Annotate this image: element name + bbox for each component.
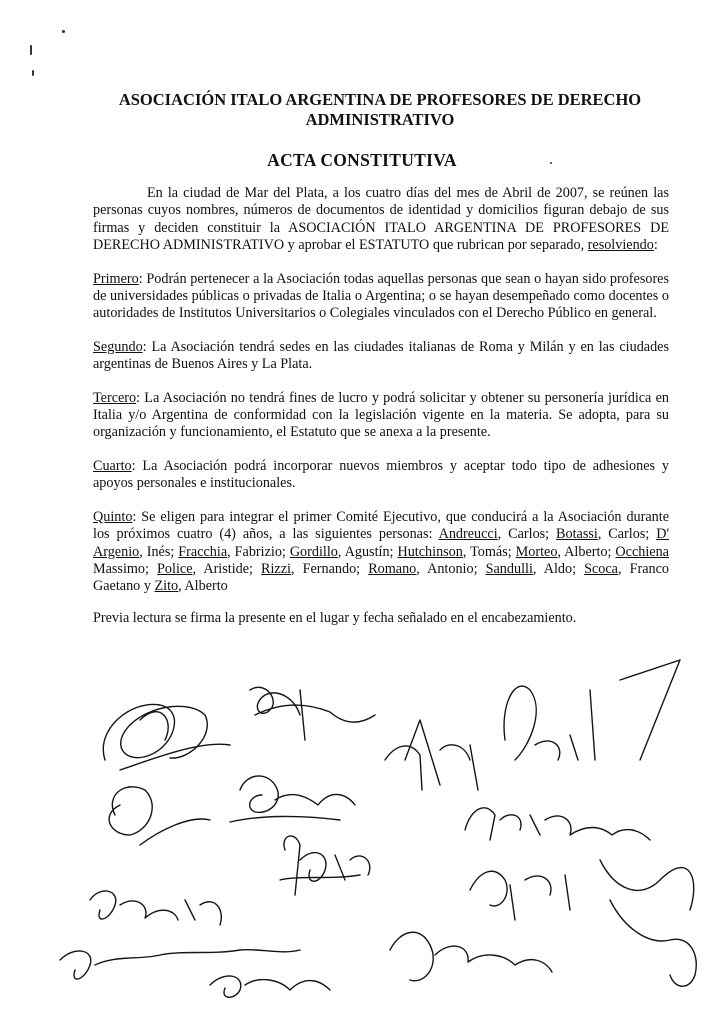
scan-speck xyxy=(550,162,552,164)
member-surname: D' Argenio xyxy=(93,526,670,560)
article-text: : Podrán pertenecer a la Asociación todas aquellas personas que sean o hayan sido profesores de universidades públicas o privadas de Italia o Argentina; o se hayan desempeñado como docentes o autoridades de Institutos Universitarios o Colegiales vinculados con el Derecho Público en general. xyxy=(93,270,669,322)
signature-3 xyxy=(109,787,210,845)
member-surname: Scoca xyxy=(584,560,618,577)
signature-8 xyxy=(280,836,370,895)
member-surname: Morteo xyxy=(515,543,558,560)
member-given-name: , Fabrizio; xyxy=(227,543,290,560)
member-given-name: , Aldo; xyxy=(532,560,585,577)
association-header xyxy=(90,90,670,130)
intro-text: En la ciudad de Mar del Plata, a los cuatro días del mes de Abril de 2007, se reúnen las personas cuyos nombres, números de documentos de identidad y domicilios figuran debajo de sus firmas y deciden constituir la ASOCIACIÓN ITALO ARGENTINA DE PROFESORES DE DERECHO ADMINISTRATIVO y aprobar el ESTATUTO que rubrican por separado, xyxy=(93,185,669,254)
article-text: : Se eligen para integrar el primer Comité Ejecutivo, que conducirá a la Asociación durante los próximos cuatro (4) años, a las siguientes personas: xyxy=(93,508,669,543)
member-given-name: , Fernando; xyxy=(290,560,369,577)
article-quinto xyxy=(93,509,669,596)
article-segundo xyxy=(93,339,669,374)
signature-11 xyxy=(60,950,330,998)
signature-4 xyxy=(230,776,355,822)
signature-7 xyxy=(465,808,650,840)
signature-1 xyxy=(103,704,230,770)
member-given-name: Massimo; xyxy=(93,560,158,577)
scan-speck xyxy=(62,30,65,33)
header-line-1: ASOCIACIÓN ITALO ARGENTINA DE PROFESORES DE DERECHO xyxy=(118,90,642,109)
intro-paragraph xyxy=(93,185,669,255)
signature-12 xyxy=(390,932,552,981)
article-cuarto xyxy=(93,458,669,493)
member-surname: Andreucci xyxy=(438,526,498,543)
signature-13 xyxy=(610,900,696,986)
article-text: : La Asociación podrá incorporar nuevos miembros y aceptar todo tipo de adhesiones y apoyos personales e institucionales. xyxy=(93,457,669,492)
member-surname: Romano xyxy=(368,560,417,577)
member-given-name: , Alberto; xyxy=(557,543,616,560)
member-given-name: , Agustín; xyxy=(337,543,398,560)
member-surname: Rizzi xyxy=(261,560,291,577)
scan-speck xyxy=(30,45,32,55)
member-surname: Botassi xyxy=(556,526,598,543)
member-surname: Police xyxy=(157,560,193,577)
signature-9 xyxy=(90,891,221,925)
member-surname: Sandulli xyxy=(485,560,533,577)
document-title: ACTA CONSTITUTIVA xyxy=(267,150,457,170)
member-surname: Gordillo xyxy=(289,543,338,560)
article-label: Tercero xyxy=(93,389,137,406)
member-given-name: , Franco Gaetano y xyxy=(93,560,669,595)
member-given-name: , Carlos; xyxy=(597,526,657,543)
member-surname: Zito xyxy=(154,578,179,595)
header-line-2: ADMINISTRATIVO xyxy=(305,110,455,129)
member-surname: Hutchinson xyxy=(397,543,463,560)
scan-speck xyxy=(32,70,34,76)
article-label: Cuarto xyxy=(93,457,132,474)
document-body xyxy=(93,185,669,643)
intro-end: : xyxy=(653,237,658,254)
article-primero xyxy=(93,271,669,323)
signature-6 xyxy=(504,660,680,760)
article-text: : La Asociación no tendrá fines de lucro y podrá solicitar y obtener su personería jurídica en Italia y/o Argentina de conformidad con la legislación vigente en la materia. Se adopta, para su organización y funcionamiento, el Estatuto que se anexa a la presente. xyxy=(93,389,669,441)
member-given-name: , Antonio; xyxy=(416,560,486,577)
member-given-name: , Aristide; xyxy=(192,560,262,577)
article-label: Quinto xyxy=(93,508,133,525)
signature-5 xyxy=(385,720,478,790)
member-surname: Fracchia xyxy=(178,543,228,560)
article-label: Primero xyxy=(93,270,139,287)
signature-10 xyxy=(470,860,694,920)
member-given-name: , Carlos; xyxy=(497,526,557,543)
article-text: : La Asociación tendrá sedes en las ciudades italianas de Roma y Milán y en las ciudades argentinas de Buenos Aires y La Plata. xyxy=(93,338,669,373)
member-given-name: , Alberto xyxy=(178,578,228,595)
member-given-name: , Inés; xyxy=(139,543,179,560)
article-tercero xyxy=(93,390,669,442)
member-surname: Occhiena xyxy=(615,543,669,560)
article-label: Segundo xyxy=(93,338,143,355)
intro-keyword: resolviendo xyxy=(587,237,654,254)
member-given-name: , Tomás; xyxy=(462,543,516,560)
closing-paragraph: Previa lectura se firma la presente en el lugar y fecha señalado en el encabezamiento. xyxy=(93,609,577,626)
signature-2 xyxy=(250,687,375,740)
